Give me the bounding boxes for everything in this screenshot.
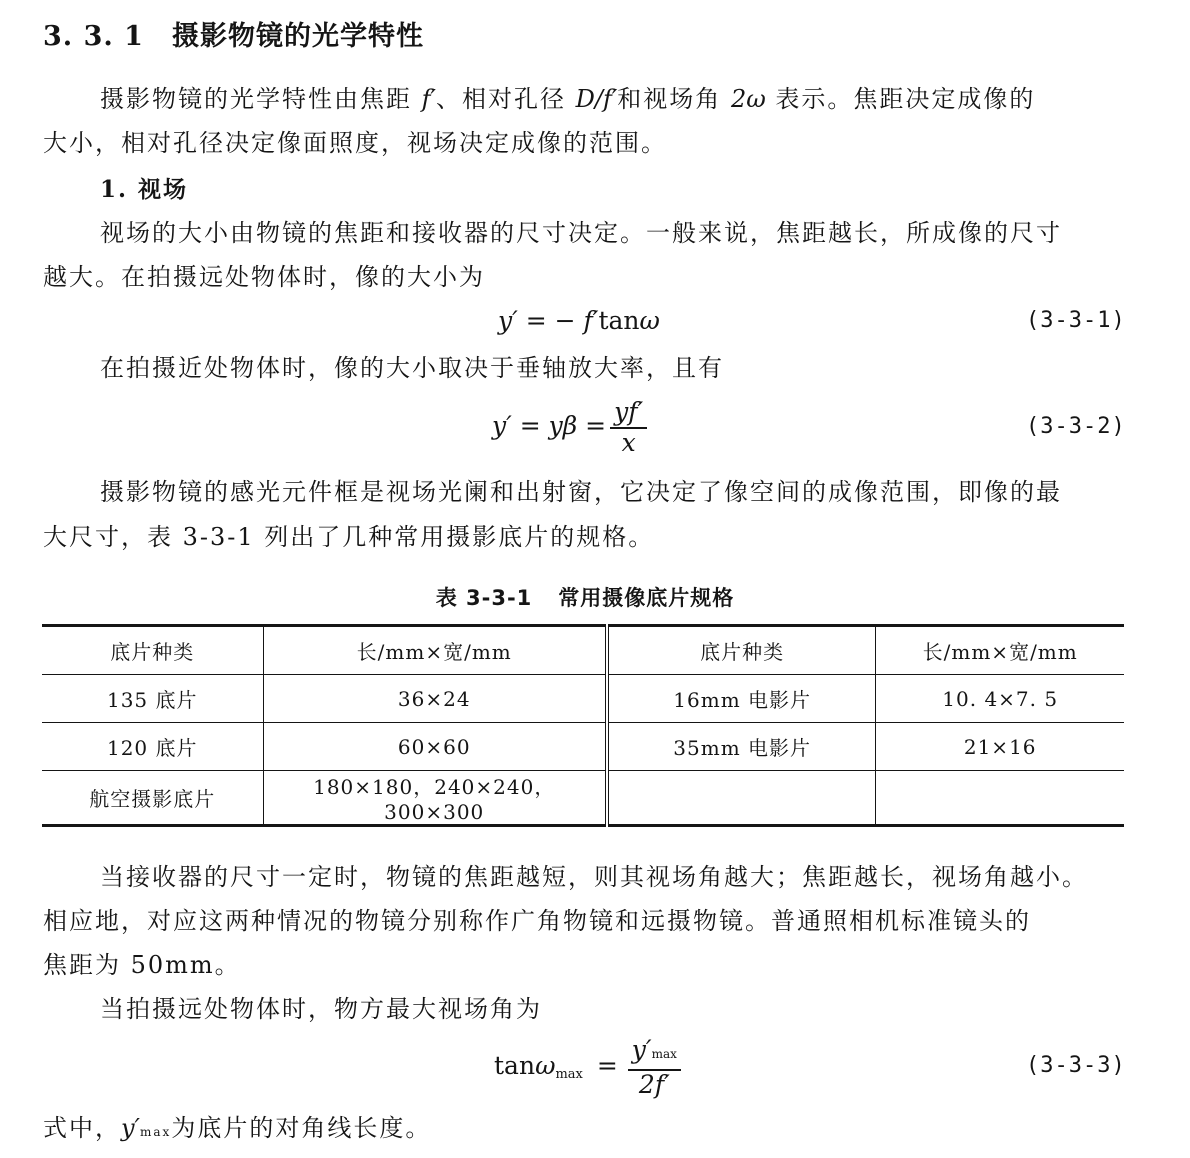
para1-text-c: 和视场角	[617, 85, 731, 113]
para7-line1	[43, 1113, 431, 1147]
eq2-lhs: y′ = yβ =	[492, 411, 607, 440]
eq3-numerator-var: y′	[631, 1035, 652, 1064]
eq1-lhs: y′ = − f′	[498, 306, 599, 335]
subsection-title: 1. 视场	[100, 176, 189, 203]
table-header-cell: 底片种类	[607, 626, 876, 675]
para5-line1: 当接收器的尺寸一定时，物镜的焦距越短，则其视场角越大；焦距越长，视场角越小。	[100, 863, 1088, 891]
table-cell: 135 底片	[42, 675, 263, 723]
table-caption-id: 表 3-3-1	[435, 586, 533, 610]
table-cell: 航空摄影底片	[42, 771, 263, 826]
equation-number-1: (3-3-1)	[1026, 308, 1126, 333]
eq3-equals: =	[596, 1051, 618, 1080]
para2-line1: 视场的大小由物镜的焦距和接收器的尺寸决定。一般来说，焦距越长，所成像的尺寸	[100, 219, 1062, 247]
table-cell: 120 底片	[42, 723, 263, 771]
para1-text-b: 、相对孔径	[435, 85, 576, 113]
equation-3-3-3	[494, 1036, 685, 1099]
table-row	[42, 675, 1124, 723]
eq2-fraction	[610, 398, 647, 457]
para5-line2: 相应地，对应这两种情况的物镜分别称作广角物镜和远摄物镜。普通照相机标准镜头的	[43, 907, 1031, 935]
field-angle-symbol: 2ω	[730, 85, 766, 113]
table-header-cell: 长/mm×宽/mm	[922, 640, 1078, 664]
table-row	[42, 771, 1124, 826]
eq1-omega: ω	[639, 306, 660, 335]
table-cell	[607, 771, 876, 826]
section-title: 摄影物镜的光学特性	[171, 21, 424, 52]
table-cell	[876, 771, 1124, 826]
table-row	[42, 723, 1124, 771]
focal-length-symbol: f′	[421, 85, 436, 113]
table-cell: 10. 4×7. 5	[876, 675, 1124, 723]
eq3-tan: tan	[494, 1051, 536, 1080]
equation-3-3-2	[492, 398, 651, 457]
film-spec-table	[42, 624, 1124, 827]
para5-line3: 焦距为 50mm。	[43, 951, 241, 979]
table-header-cell: 长/mm×宽/mm	[263, 626, 607, 675]
table-cell: 60×60	[263, 723, 607, 771]
eq1-tan: tan	[598, 306, 640, 335]
section-number: 3. 3. 1	[43, 21, 144, 52]
para7-sub: max	[140, 1125, 172, 1139]
relative-aperture-symbol: D/f′	[575, 85, 618, 113]
eq3-omega: ω	[535, 1051, 556, 1080]
para4-line2: 大尺寸，表 3-3-1 列出了几种常用摄影底片的规格。	[43, 523, 655, 551]
table-cell: 21×16	[876, 723, 1124, 771]
equation-number-3: (3-3-3)	[1026, 1053, 1126, 1078]
para1-line2: 大小，相对孔径决定像面照度，视场决定成像的范围。	[43, 129, 667, 157]
para1-line1	[100, 84, 1035, 114]
eq3-denominator: 2f′	[638, 1070, 670, 1099]
para7-var: y′	[121, 1114, 141, 1142]
table-cell: 180×180，240×240，300×300	[263, 771, 607, 826]
table-caption-title: 常用摄像底片规格	[558, 585, 735, 610]
para7-suffix: 为底片的对角线长度。	[171, 1114, 432, 1142]
table-caption	[0, 582, 1170, 612]
para7-prefix: 式中，	[43, 1114, 121, 1142]
para1-text-d: 表示。焦距决定成像的	[765, 85, 1036, 113]
table-cell: 16mm 电影片	[607, 675, 876, 723]
table-cell: 36×24	[263, 675, 607, 723]
section-heading	[43, 22, 424, 52]
table-cell: 35mm 电影片	[607, 723, 876, 771]
eq2-numerator: yf′	[610, 398, 647, 429]
equation-3-3-1	[498, 306, 660, 336]
eq2-denominator: x	[621, 428, 636, 457]
para1-text-a: 摄影物镜的光学特性由焦距	[100, 85, 422, 113]
para3-line1: 在拍摄近处物体时，像的大小取决于垂轴放大率，且有	[100, 354, 724, 382]
eq3-omega-sub: max	[555, 1067, 583, 1082]
table-header-row	[42, 626, 1124, 675]
para4-line1: 摄影物镜的感光元件框是视场光阑和出射窗，它决定了像空间的成像范围，即像的最	[100, 478, 1062, 506]
para6-line1: 当拍摄远处物体时，物方最大视场角为	[100, 995, 542, 1023]
para2-line2: 越大。在拍摄远处物体时，像的大小为	[43, 263, 485, 291]
table-header-cell: 底片种类	[42, 626, 263, 675]
eq3-fraction	[628, 1036, 681, 1099]
eq3-numerator	[628, 1036, 681, 1071]
equation-number-2: (3-3-2)	[1026, 414, 1126, 439]
eq3-numerator-sub: max	[651, 1047, 677, 1061]
